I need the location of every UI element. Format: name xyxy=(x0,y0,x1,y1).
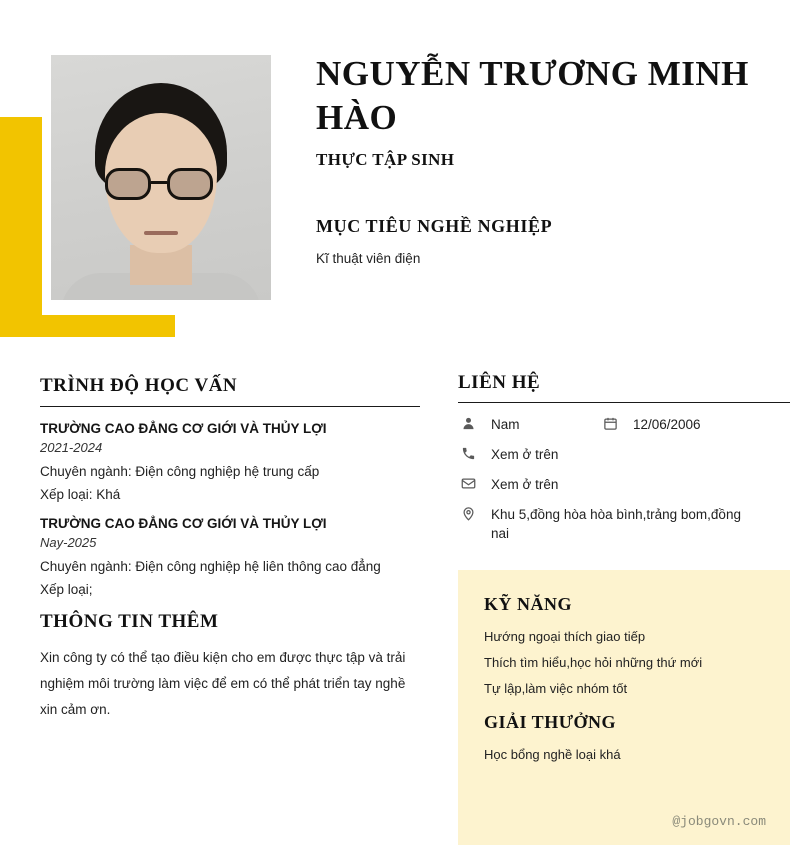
right-column xyxy=(458,372,790,554)
education-divider xyxy=(40,406,420,407)
contact-birthday-value: 12/06/2006 xyxy=(633,417,701,432)
skill-item: Hướng ngoại thích giao tiếp xyxy=(484,629,646,644)
phone-icon xyxy=(458,445,478,461)
education-grade: Xếp loại; xyxy=(40,582,93,597)
extra-info-text: Xin công ty có thể tạo điều kiện cho em được thực tập và trải nghiệm môi trường làm việc để em có thể phát triển tay nghề xin cảm ơn. xyxy=(40,650,406,717)
contact-title: LIÊN HỆ xyxy=(458,372,541,393)
skills-awards-panel xyxy=(458,570,790,845)
education-title: TRÌNH ĐỘ HỌC VẤN xyxy=(40,375,238,396)
candidate-role: THỰC TẬP SINH xyxy=(316,150,455,169)
education-major: Chuyên ngành: Điện công nghiệp hệ liên thông cao đẳng xyxy=(40,559,381,574)
header-text xyxy=(316,52,756,170)
skill-item: Tự lập,làm việc nhóm tốt xyxy=(484,681,628,696)
education-item xyxy=(40,516,420,597)
photo-glasses-left xyxy=(105,168,151,200)
profile-photo xyxy=(51,55,271,300)
contact-gender xyxy=(458,415,600,434)
photo-glasses-bridge xyxy=(151,181,167,184)
contact-row xyxy=(458,475,790,494)
education-grade: Xếp loại: Khá xyxy=(40,487,121,502)
photo-glasses-right xyxy=(167,168,213,200)
extra-info-title: THÔNG TIN THÊM xyxy=(40,611,219,632)
accent-block-left xyxy=(0,117,42,335)
skill-item: Thích tìm hiểu,học hỏi những thứ mới xyxy=(484,655,703,670)
location-pin-icon xyxy=(458,505,478,521)
contact-birthday xyxy=(600,415,742,434)
contact-address xyxy=(458,505,758,543)
contact-row xyxy=(458,415,790,434)
education-school: TRƯỜNG CAO ĐẲNG CƠ GIỚI VÀ THỦY LỢI xyxy=(40,421,327,436)
contact-divider xyxy=(458,402,790,403)
contact-phone-value: Xem ở trên xyxy=(491,447,559,462)
contact-row xyxy=(458,505,790,543)
education-item xyxy=(40,421,420,502)
left-column xyxy=(40,375,420,723)
skills-title: KỸ NĂNG xyxy=(484,594,572,614)
objective-title: MỤC TIÊU NGHỀ NGHIỆP xyxy=(316,216,553,236)
contact-email xyxy=(458,475,758,494)
award-item: Học bổng nghề loại khá xyxy=(484,747,621,762)
photo-mouth xyxy=(144,231,178,235)
education-school: TRƯỜNG CAO ĐẲNG CƠ GIỚI VÀ THỦY LỢI xyxy=(40,516,327,531)
education-years: Nay-2025 xyxy=(40,535,97,550)
calendar-icon xyxy=(600,415,620,431)
education-years: 2021-2024 xyxy=(40,440,103,455)
objective-text: Kĩ thuật viên điện xyxy=(316,251,421,266)
contact-email-value: Xem ở trên xyxy=(491,477,559,492)
contact-address-value: Khu 5,đồng hòa hòa bình,trảng bom,đồng nai xyxy=(491,507,741,541)
mail-icon xyxy=(458,475,478,491)
watermark: @jobgovn.com xyxy=(672,814,766,829)
education-major: Chuyên ngành: Điện công nghiệp hệ trung cấp xyxy=(40,464,320,479)
contact-row xyxy=(458,445,790,464)
awards-title: GIẢI THƯỞNG xyxy=(484,712,617,732)
accent-block-bottom xyxy=(0,315,175,337)
person-icon xyxy=(458,415,478,431)
contact-phone xyxy=(458,445,758,464)
candidate-name: NGUYỄN TRƯƠNG MINH HÀO xyxy=(316,54,749,137)
contact-gender-value: Nam xyxy=(491,417,520,432)
